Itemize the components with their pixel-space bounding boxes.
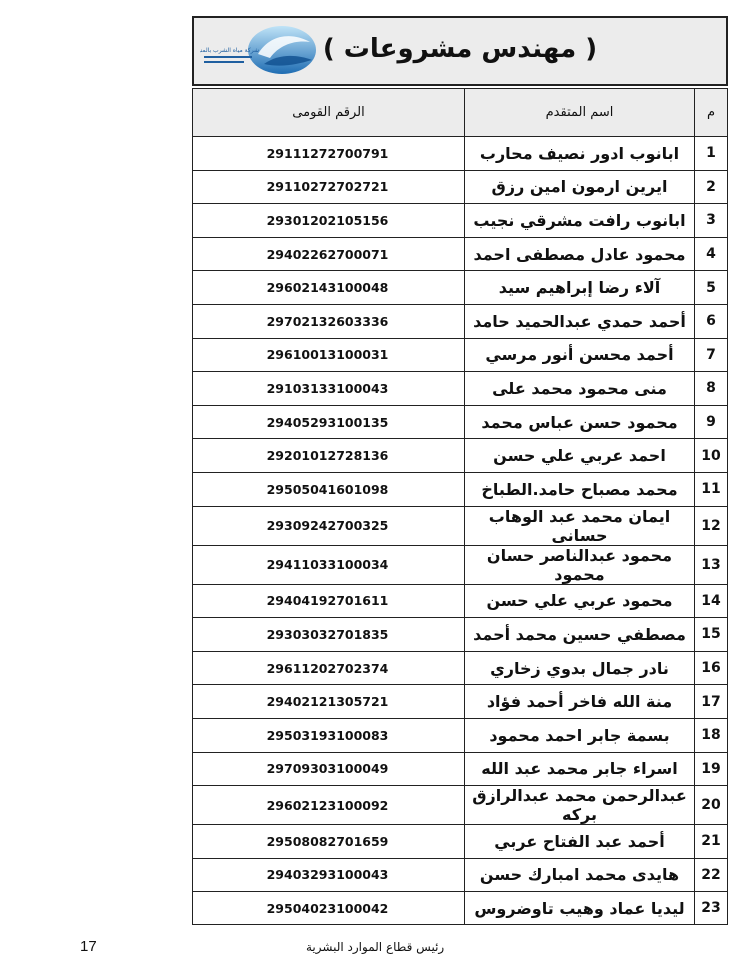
row-number: 23 <box>694 891 728 925</box>
row-number: 9 <box>694 405 728 439</box>
row-number: 7 <box>694 338 728 372</box>
applicant-name: أحمد حمدي عبدالحميد حامد <box>464 304 694 338</box>
applicant-name: ايرين ارمون امين رزق <box>464 170 694 204</box>
national-id: 29303032701835 <box>192 617 464 651</box>
table-row <box>192 371 728 405</box>
table-row <box>192 237 728 271</box>
row-number: 8 <box>694 371 728 405</box>
national-id: 29508082701659 <box>192 824 464 858</box>
national-id: 29411033100034 <box>192 545 464 584</box>
national-id: 29602123100092 <box>192 785 464 824</box>
row-number: 12 <box>694 506 728 545</box>
applicant-name: محمود حسن عباس محمد <box>464 405 694 439</box>
row-number: 14 <box>694 584 728 618</box>
national-id: 29111272700791 <box>192 136 464 170</box>
row-number: 1 <box>694 136 728 170</box>
row-number: 15 <box>694 617 728 651</box>
applicant-name: اسراء جابر محمد عبد الله <box>464 752 694 786</box>
applicant-name: منة الله فاخر أحمد فؤاد <box>464 684 694 718</box>
row-number: 16 <box>694 651 728 685</box>
national-id: 29404192701611 <box>192 584 464 618</box>
national-id: 29402262700071 <box>192 237 464 271</box>
national-id: 29309242700325 <box>192 506 464 545</box>
applicant-name: ابانوب ادور نصيف محارب <box>464 136 694 170</box>
row-number: 3 <box>694 203 728 237</box>
title-box <box>192 16 728 86</box>
national-id: 29402121305721 <box>192 684 464 718</box>
applicant-name: هايدى محمد امبارك حسن <box>464 858 694 892</box>
signature-label: رئيس قطاع الموارد البشرية <box>306 940 445 954</box>
table-row <box>192 338 728 372</box>
row-number: 4 <box>694 237 728 271</box>
national-id: 29709303100049 <box>192 752 464 786</box>
national-id: 29503193100083 <box>192 718 464 752</box>
table-row <box>192 472 728 506</box>
national-id: 29201012728136 <box>192 438 464 472</box>
table-row <box>192 785 728 824</box>
applicant-name: ابانوب رافت مشرقي نجيب <box>464 203 694 237</box>
applicant-name: ايمان محمد عبد الوهاب حسانى <box>464 506 694 545</box>
svg-text:شركة مياه الشرب بالمنيا: شركة مياه الشرب بالمنيا <box>200 47 260 54</box>
row-number: 6 <box>694 304 728 338</box>
document-sheet <box>192 16 728 925</box>
table-row <box>192 203 728 237</box>
table-row <box>192 752 728 786</box>
national-id: 29610013100031 <box>192 338 464 372</box>
table-row <box>192 405 728 439</box>
table-row <box>192 506 728 545</box>
applicant-name: احمد عربي علي حسن <box>464 438 694 472</box>
national-id: 29602143100048 <box>192 270 464 304</box>
col-header-num: م <box>694 88 728 136</box>
national-id: 29702132603336 <box>192 304 464 338</box>
applicants-table <box>192 88 728 925</box>
table-row <box>192 584 728 618</box>
national-id: 29504023100042 <box>192 891 464 925</box>
row-number: 21 <box>694 824 728 858</box>
row-number: 20 <box>694 785 728 824</box>
table-row <box>192 891 728 925</box>
page-title: ( مهندس مشروعات ) <box>322 34 598 64</box>
applicant-name: أحمد عبد الفتاح عربي <box>464 824 694 858</box>
applicant-name: نادر جمال بدوي زخاري <box>464 651 694 685</box>
applicant-name: محمود عربي علي حسن <box>464 584 694 618</box>
national-id: 29403293100043 <box>192 858 464 892</box>
table-row <box>192 170 728 204</box>
applicant-name: أحمد محسن أنور مرسي <box>464 338 694 372</box>
table-row <box>192 438 728 472</box>
applicant-name: محمود عادل مصطفى احمد <box>464 237 694 271</box>
page-number: 17 <box>80 938 97 955</box>
table-row <box>192 617 728 651</box>
applicant-name: بسمة جابر احمد محمود <box>464 718 694 752</box>
table-row <box>192 545 728 584</box>
table-row <box>192 651 728 685</box>
applicant-name: محمد مصباح حامد.الطباخ <box>464 472 694 506</box>
table-row <box>192 718 728 752</box>
row-number: 10 <box>694 438 728 472</box>
col-header-nid: الرقم القومى <box>192 88 464 136</box>
row-number: 2 <box>694 170 728 204</box>
applicant-name: آلاء رضا إبراهيم سيد <box>464 270 694 304</box>
row-number: 19 <box>694 752 728 786</box>
applicant-name: محمود عبدالناصر حسان محمود <box>464 545 694 584</box>
applicant-name: منى محمود محمد على <box>464 371 694 405</box>
col-header-name: اسم المتقدم <box>464 88 694 136</box>
national-id: 29301202105156 <box>192 203 464 237</box>
row-number: 11 <box>694 472 728 506</box>
applicant-name: عبدالرحمن محمد عبدالرازق بركه <box>464 785 694 824</box>
table-row <box>192 304 728 338</box>
row-number: 13 <box>694 545 728 584</box>
national-id: 29611202702374 <box>192 651 464 685</box>
row-number: 17 <box>694 684 728 718</box>
national-id: 29505041601098 <box>192 472 464 506</box>
national-id: 29103133100043 <box>192 371 464 405</box>
table-row <box>192 136 728 170</box>
row-number: 5 <box>694 270 728 304</box>
row-number: 22 <box>694 858 728 892</box>
table-header-row <box>192 88 728 136</box>
row-number: 18 <box>694 718 728 752</box>
table-row <box>192 270 728 304</box>
applicant-name: مصطفي حسين محمد أحمد <box>464 617 694 651</box>
table-row <box>192 858 728 892</box>
table-row <box>192 824 728 858</box>
national-id: 29405293100135 <box>192 405 464 439</box>
applicant-name: ليديا عماد وهيب تاوضروس <box>464 891 694 925</box>
table-row <box>192 684 728 718</box>
national-id: 29110272702721 <box>192 170 464 204</box>
